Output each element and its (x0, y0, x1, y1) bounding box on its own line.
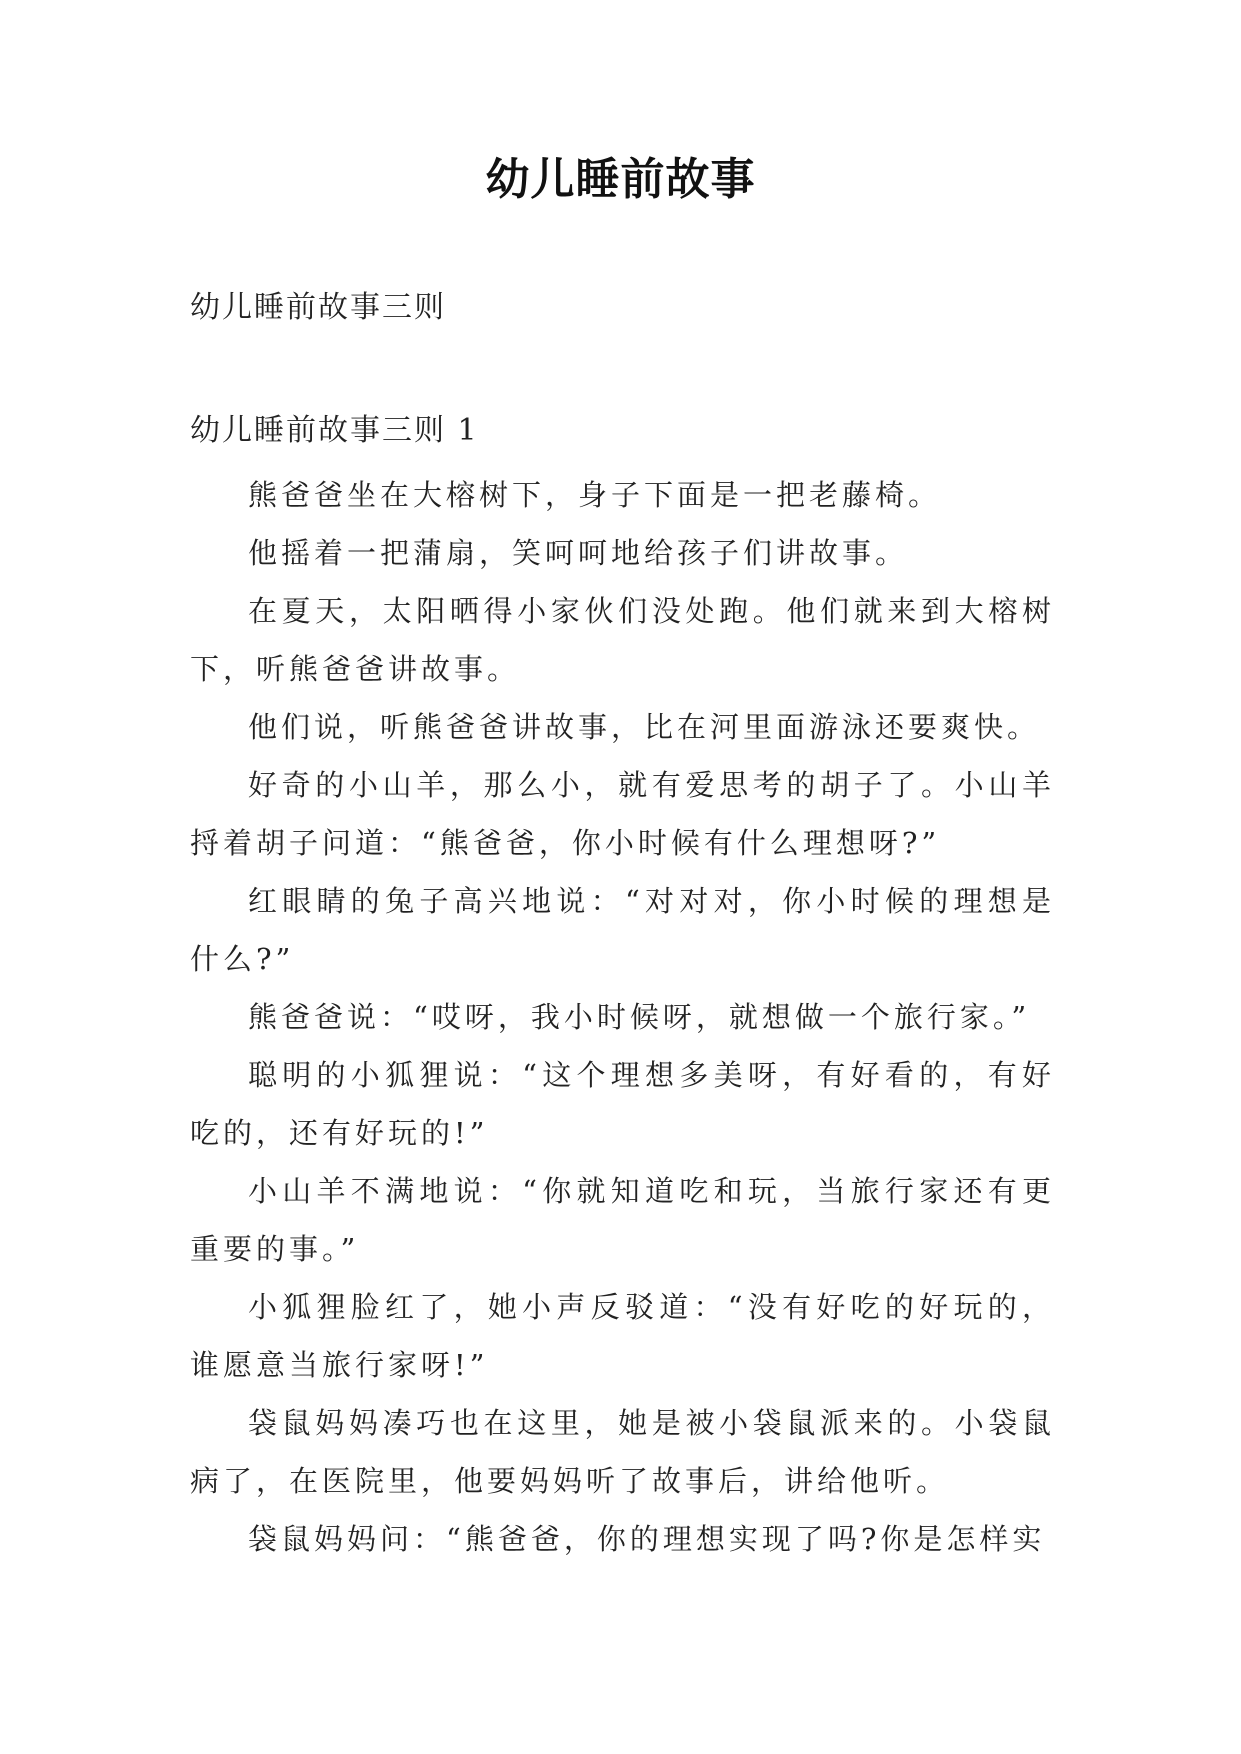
document-subtitle: 幼儿睡前故事三则 (190, 290, 446, 325)
paragraph: 聪明的小狐狸说：“这个理想多美呀，有好看的，有好吃的，还有好玩的!” (190, 1058, 1055, 1150)
paragraph: 好奇的小山羊，那么小，就有爱思考的胡子了。小山羊捋着胡子问道：“熊爸爸，你小时候有什么理想呀?” (190, 768, 1055, 860)
paragraph: 袋鼠妈妈问：“熊爸爸，你的理想实现了吗?你是怎样实 (248, 1522, 1046, 1556)
paragraph: 小狐狸脸红了，她小声反驳道：“没有好吃的好玩的，谁愿意当旅行家呀!” (190, 1290, 1055, 1382)
paragraph: 在夏天，太阳晒得小家伙们没处跑。他们就来到大榕树下，听熊爸爸讲故事。 (190, 594, 1055, 686)
paragraph: 袋鼠妈妈凑巧也在这里，她是被小袋鼠派来的。小袋鼠病了，在医院里，他要妈妈听了故事后，讲给他听。 (190, 1406, 1055, 1498)
story-body (190, 466, 1055, 1568)
paragraph: 熊爸爸说：“哎呀，我小时候呀，就想做一个旅行家。” (248, 1000, 1031, 1034)
paragraph: 熊爸爸坐在大榕树下，身子下面是一把老藤椅。 (248, 478, 942, 512)
paragraph: 他摇着一把蒲扇，笑呵呵地给孩子们讲故事。 (248, 536, 909, 570)
paragraph: 小山羊不满地说：“你就知道吃和玩，当旅行家还有更重要的事。” (190, 1174, 1055, 1266)
paragraph: 他们说，听熊爸爸讲故事，比在河里面游泳还要爽快。 (248, 710, 1041, 744)
paragraph: 红眼睛的兔子高兴地说：“对对对，你小时候的理想是什么?” (190, 884, 1055, 976)
section-heading: 幼儿睡前故事三则 1 (190, 413, 479, 448)
document-title: 幼儿睡前故事 (485, 154, 756, 205)
